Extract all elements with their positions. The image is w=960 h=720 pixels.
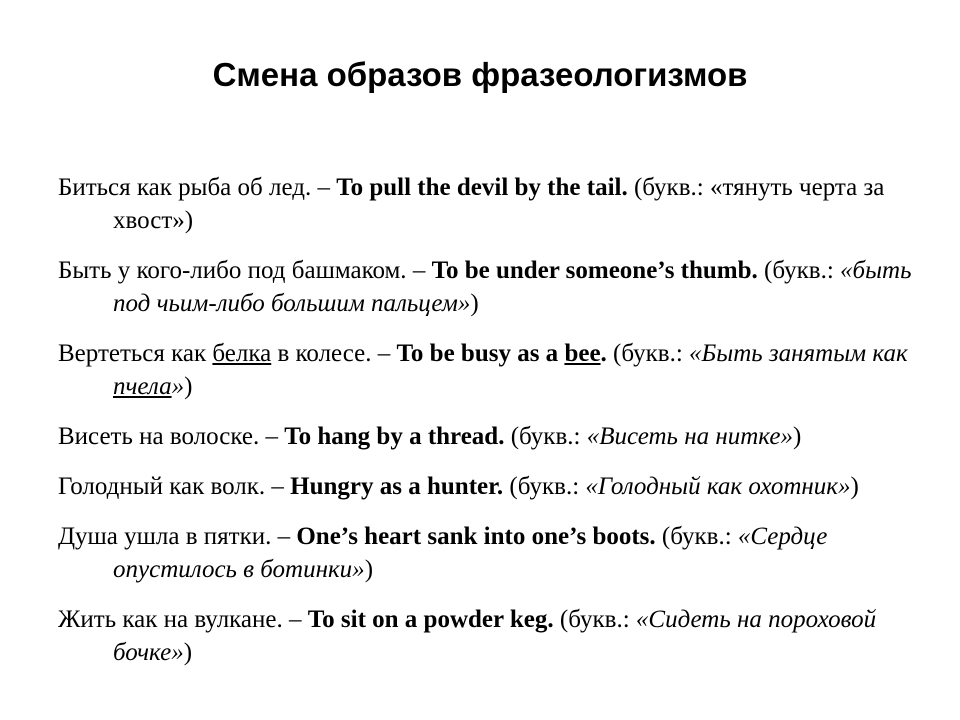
literal-suffix: ) bbox=[364, 556, 374, 583]
literal-translation: «Сидеть на пороховой бочке» bbox=[113, 606, 877, 666]
idiom-entry-2 bbox=[58, 254, 928, 320]
literal-suffix: ) bbox=[184, 207, 194, 234]
english-equivalent: To sit on a powder keg. bbox=[307, 606, 554, 633]
literal-suffix: ) bbox=[470, 290, 479, 317]
literal-prefix: (букв.: bbox=[553, 606, 636, 633]
page-title: Смена образов фразеологизмов bbox=[212, 56, 748, 94]
literal-suffix: ) bbox=[184, 373, 193, 400]
dash: – bbox=[406, 257, 432, 284]
dash: – bbox=[371, 340, 397, 367]
idiom-entry-4 bbox=[58, 420, 928, 453]
idiom-entry-7 bbox=[58, 603, 928, 669]
russian-idiom: Голодный как волк. bbox=[58, 473, 266, 500]
russian-idiom: Быть у кого-либо под башмаком. bbox=[58, 257, 407, 284]
literal-underlined-word: пчела bbox=[113, 373, 172, 400]
russian-idiom: Висеть на волоске. bbox=[58, 423, 260, 450]
literal-translation: «быть под чьим-либо большим пальцем» bbox=[113, 257, 912, 317]
idiom-list bbox=[58, 171, 928, 686]
dash: – bbox=[271, 523, 297, 550]
russian-idiom-part: Вертеться как bbox=[58, 340, 213, 367]
russian-idiom-part: в колесе. bbox=[271, 340, 372, 367]
dash: – bbox=[259, 423, 285, 450]
russian-idiom: Биться как рыба об лед. bbox=[58, 174, 312, 201]
russian-idiom-underlined-word: белка bbox=[212, 340, 272, 367]
english-equivalent: To be under someone’s thumb. bbox=[431, 257, 758, 284]
idiom-entry-1 bbox=[58, 171, 928, 237]
russian-idiom: Душа ушла в пятки. bbox=[58, 523, 272, 550]
literal-suffix: ) bbox=[792, 423, 802, 450]
dash: – bbox=[311, 174, 337, 201]
english-equivalent-part: . bbox=[600, 340, 607, 367]
literal-prefix: (букв.: bbox=[757, 257, 841, 284]
dash: – bbox=[282, 606, 308, 633]
literal-prefix: (букв.: bbox=[606, 340, 690, 367]
literal-translation-part: » bbox=[171, 373, 185, 400]
literal-translation: «Сердце опустилось в ботинки» bbox=[113, 523, 828, 583]
english-equivalent-part: To be busy as a bbox=[396, 340, 565, 367]
literal-prefix: (букв.: bbox=[655, 523, 738, 550]
literal-translation: «тянуть черта за хвост» bbox=[113, 174, 885, 234]
idiom-entry-3 bbox=[58, 337, 928, 403]
literal-prefix: (букв.: bbox=[503, 473, 586, 500]
dash: – bbox=[265, 473, 291, 500]
english-equivalent bbox=[397, 340, 607, 367]
english-equivalent: To hang by a thread. bbox=[284, 423, 505, 450]
literal-suffix: ) bbox=[183, 639, 193, 666]
english-equivalent: Hungry as a hunter. bbox=[290, 473, 504, 500]
idiom-entry-6 bbox=[58, 520, 928, 586]
english-equivalent: To pull the devil by the tail. bbox=[336, 174, 628, 201]
literal-prefix: (букв.: bbox=[627, 174, 710, 201]
literal-translation-part: «Быть занятым как bbox=[689, 340, 908, 367]
russian-idiom: Жить как на вулкане. bbox=[58, 606, 283, 633]
english-equivalent: One’s heart sank into one’s boots. bbox=[296, 523, 656, 550]
literal-suffix: ) bbox=[850, 473, 859, 500]
literal-translation: «Висеть на нитке» bbox=[586, 423, 793, 450]
literal-translation: «Голодный как охотник» bbox=[585, 473, 851, 500]
english-underlined-word: bee bbox=[564, 340, 601, 367]
literal-prefix: (букв.: bbox=[504, 423, 587, 450]
idiom-entry-5 bbox=[58, 470, 928, 503]
